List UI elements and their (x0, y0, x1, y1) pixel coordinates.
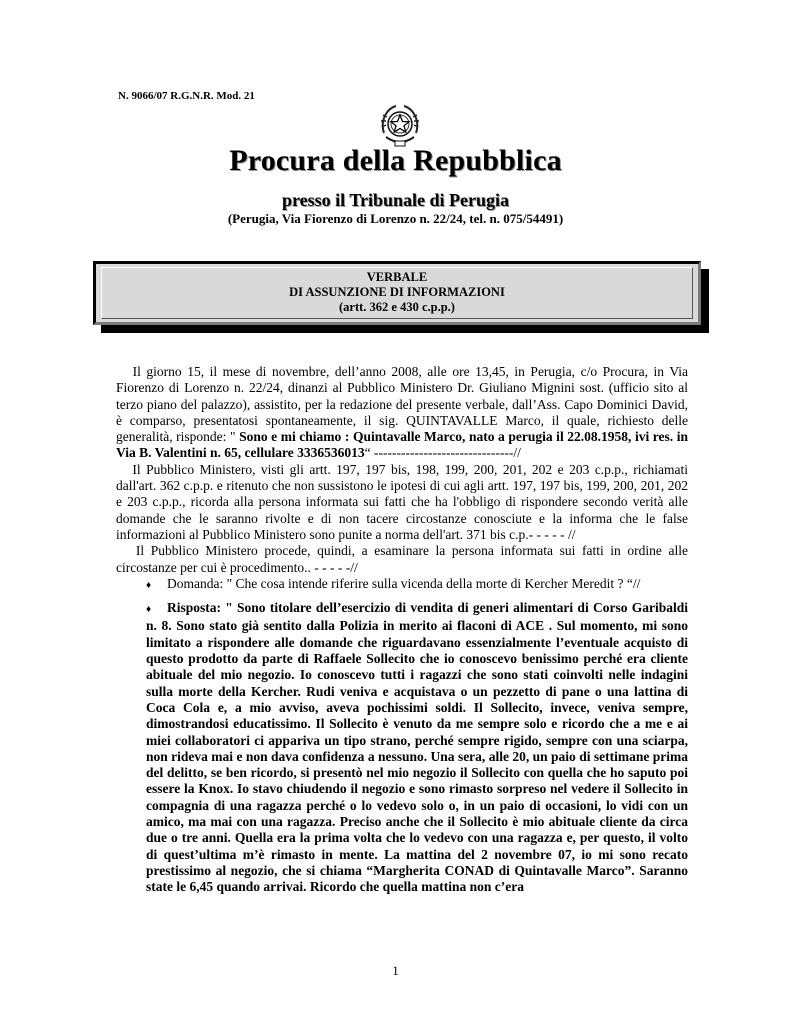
pm-proceeds-text: Il Pubblico Ministero procede, quindi, a esaminare la persona informata sui fatti in ordine alle circostanze per cui è procedimento.. - - - - -// (116, 543, 689, 575)
document-body (116, 364, 688, 896)
bullet-diamond-icon: ♦ (146, 604, 152, 616)
box-line-verbale: VERBALE (366, 270, 428, 284)
answer-text: Risposta: " Sono titolare dell’esercizio di vendita di generi alimentari di Corso Garibaldi n. 8. Sono stato già sentito dalla Polizia in merito ai flaconi di ACE . Sul momento, mi sono limitato a rispondere alle domande che riguardavano essenzialmente l’eventuale acquisto di questo prodotto da parte di Raffaele Sollecito che io conoscevo benissimo perché era cliente abituale del mio negozio. Io conoscevo tutti i ragazzi che sono stati coinvolti nelle indagini sulla morte della Kercher. Rudi veniva e acquistava o un pezzetto di pane o una lattina di Coca Cola e, a mio avviso, aveva pochissimi soldi. Il Sollecito, invece, veniva sempre, dimostrandosi educatissimo. Il Sollecito è venuto da me sempre solo e ricordo che a me e ai miei collaboratori ci appariva un tipo strano, perché sempre rigido, sempre con una sciarpa, non rideva mai e non dava confidenza a nessuno. Una sera, alle 20, un paio di settimane prima del delitto, se ben ricordo, si presentò nel mio negozio il Sollecito con quella che ho saputo poi essere la Knox. Io stavo chiudendo il negozio e sono rimasto sorpreso nel vedere il Sollecito in compagnia di una ragazza perché o lo vedevo solo o, in un paio di occasioni, lo vidi con un amico, ma mai con una ragazza. Preciso anche che il Sollecito è mio abituale cliente da circa due o tre anni. Quella era la prima volta che lo vedevo con una ragazza e, per questo, il volto di quest’ultima m’è rimasto in mente. La mattina del 2 novembre 07, io mi sono recato prestissimo al negozio, che si chiama “Margherita CONAD di Quintavalle Marco”. Saranno state le 6,45 quando arrivai. Ricordo che quella mattina non c’era (146, 600, 688, 895)
republic-emblem-icon (378, 103, 422, 149)
question-1 (146, 576, 688, 594)
document-title-box (93, 261, 701, 325)
answer-1 (146, 600, 688, 895)
case-reference: N. 9066/07 R.G.N.R. Mod. 21 (118, 90, 255, 102)
page-number: 1 (392, 963, 399, 978)
opening-text: Il giorno 15, il mese di novembre, dell’anno 2008, alle ore 13,45, in Perugia, c/o Procura, in Via Fiorenzo di Lorenzo n. 22/24, dinanzi al Pubblico Ministero Dr. Giuliano Mignini sost. (ufficio sito al terzo piano del palazzo), assistito, per la redazione del presente verbale, dall’Ass. Capo Dominici David, è comparso, presentatosi spontaneamente, il sig. QUINTAVALLE Marco, il quale, richiesto delle generalità, risponde: " (116, 364, 688, 445)
bullet-diamond-icon: ♦ (146, 579, 152, 591)
pm-warning-text: Il Pubblico Ministero, visti gli artt. 197, 197 bis, 198, 199, 200, 201, 202 e 203 c.p.p., richiamati dall'art. 362 c.p.p. e ritenuto che non sussistono le ipotesi di cui agli artt. 197, 197 bis, 199, 200, 201, 202 e 203 c.p.p., ricorda alla persona informata sui fatti che ha l'obbligo di rispondere secondo verità alle domande che le saranno rivolte e di non tacere circostanze conosciute e la informa che le false informazioni al Pubblico Ministero sono punite a norma dell'art. 371 bis c.p.- - - - - // (116, 461, 688, 542)
witness-generalities: Sono e mi chiamo : Quintavalle Marco, nato a perugia il 22.08.1958, ivi res. in Via B. Valentini n. 65, cellulare 3336536013 (116, 429, 688, 461)
box-line-assunzione: DI ASSUNZIONE DI INFORMAZIONI (289, 285, 505, 299)
question-text: Domanda: " Che cosa intende riferire sulla vicenda della morte di Kercher Meredit ? “// (167, 575, 641, 591)
paragraph-pm-warning (116, 462, 688, 543)
office-title: Procura della Repubblica (229, 144, 562, 177)
paragraph-pm-proceeds (116, 543, 688, 576)
box-line-articles: (artt. 362 e 430 c.p.p.) (339, 300, 455, 314)
court-subtitle: presso il Tribunale di Perugia (281, 190, 510, 210)
opening-tail: “ -------------------------------// (364, 445, 521, 461)
office-address: (Perugia, Via Fiorenzo di Lorenzo n. 22/24, tel. n. 075/54491) (227, 211, 564, 226)
paragraph-opening (116, 364, 688, 462)
